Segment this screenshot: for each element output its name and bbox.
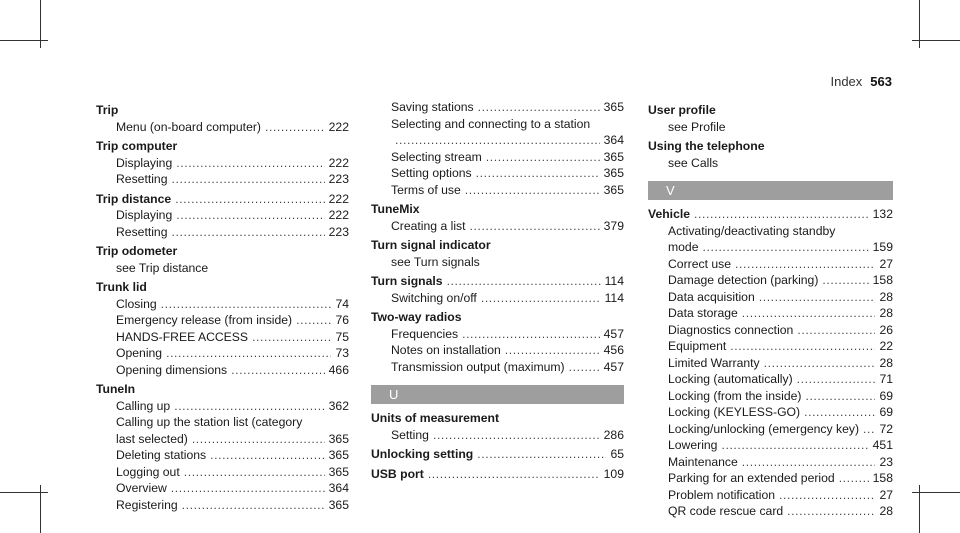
leader-dots <box>176 207 324 224</box>
entry-text: Using the telephone <box>648 139 765 153</box>
index-subentry <box>371 132 624 149</box>
entry-text: Displaying <box>116 155 173 170</box>
page-reference[interactable]: 222 <box>328 119 349 134</box>
index-entry <box>371 273 624 290</box>
leader-dots <box>735 256 875 273</box>
entry-text: Notes on installation <box>391 343 501 357</box>
page-reference[interactable]: 457 <box>603 359 624 374</box>
entry-text: Switching on/off <box>391 290 477 305</box>
leader-dots <box>166 345 331 362</box>
leader-dots <box>694 206 869 223</box>
entry-text: Trip computer <box>96 139 178 153</box>
crop-mark <box>912 492 960 493</box>
index-subentry <box>371 290 624 307</box>
leader-dots <box>172 171 325 188</box>
index-subentry <box>648 388 893 405</box>
index-subentry <box>648 470 893 487</box>
entry-text: Closing <box>116 296 157 311</box>
page-reference[interactable]: 114 <box>604 290 624 305</box>
page-reference[interactable]: 76 <box>335 313 349 327</box>
leader-dots <box>486 149 600 166</box>
index-subentry <box>96 464 349 481</box>
index-column-2 <box>371 99 624 482</box>
leader-dots <box>465 182 600 199</box>
entry-text: Activating/deactivating standby <box>668 223 836 238</box>
entry-text: Maintenance <box>668 454 738 469</box>
page-reference[interactable]: 71 <box>879 372 893 386</box>
page-reference[interactable]: 223 <box>328 172 349 186</box>
page-reference[interactable]: 159 <box>872 240 893 254</box>
entry-text: Creating a list <box>391 218 466 233</box>
entry-text: Lowering <box>668 438 718 452</box>
leader-dots <box>433 427 600 444</box>
leader-dots <box>822 272 868 289</box>
entry-text: see Trip distance <box>116 260 209 275</box>
entry-text: Data acquisition <box>668 289 755 304</box>
leader-dots <box>478 99 600 116</box>
entry-text: Resetting <box>116 172 168 186</box>
index-subentry <box>648 437 893 454</box>
index-column-3 <box>648 99 893 520</box>
crop-mark <box>0 492 48 493</box>
entry-text: see Profile <box>668 119 726 134</box>
index-entry <box>371 201 624 218</box>
entry-text: Trunk lid <box>96 280 147 294</box>
page-reference[interactable]: 379 <box>603 218 624 233</box>
leader-dots <box>447 273 601 290</box>
page-reference[interactable]: 365 <box>328 448 349 462</box>
leader-dots <box>171 480 325 497</box>
leader-dots <box>175 191 324 208</box>
leader-dots <box>721 437 868 454</box>
leader-dots <box>481 290 601 307</box>
page-reference[interactable]: 69 <box>879 405 893 419</box>
leader-dots <box>742 454 876 471</box>
index-subentry <box>371 342 624 359</box>
index-subentry <box>648 223 893 240</box>
page-reference[interactable]: 451 <box>872 438 893 452</box>
index-subentry <box>371 149 624 166</box>
page-reference[interactable]: 28 <box>879 289 893 304</box>
entry-text: Locking/unlocking (emergency key) <box>668 421 860 436</box>
index-entry <box>96 243 349 260</box>
page-reference[interactable]: 26 <box>879 322 893 337</box>
index-subentry <box>648 119 893 136</box>
entry-text: QR code rescue card <box>668 504 784 518</box>
index-subentry <box>96 480 349 497</box>
index-subentry <box>96 312 349 329</box>
leader-dots <box>176 155 324 172</box>
leader-dots <box>477 446 606 463</box>
index-subentry <box>371 218 624 235</box>
page-reference[interactable]: 364 <box>603 133 624 147</box>
page-reference[interactable]: 466 <box>328 362 349 377</box>
leader-dots <box>804 404 875 421</box>
leader-dots <box>210 447 325 464</box>
entry-text: User profile <box>648 103 716 117</box>
index-subentry <box>96 260 349 277</box>
index-subentry <box>96 431 349 448</box>
page-reference[interactable]: 22 <box>879 339 893 353</box>
entry-text: Frequencies <box>391 326 459 341</box>
page-reference[interactable]: 73 <box>335 346 349 360</box>
leader-dots <box>174 398 324 415</box>
index-subentry <box>371 182 624 199</box>
page-reference[interactable]: 286 <box>603 427 624 442</box>
page-reference[interactable]: 28 <box>879 306 893 320</box>
entry-text: mode <box>668 240 699 254</box>
entry-text: Setting <box>391 427 429 442</box>
index-subentry <box>648 239 893 256</box>
entry-text: Registering <box>116 497 178 512</box>
entry-text: Opening <box>116 346 163 360</box>
leader-dots <box>569 359 600 376</box>
leader-dots <box>172 224 325 241</box>
leader-dots <box>505 342 600 359</box>
index-subentry <box>96 447 349 464</box>
index-entry <box>96 279 349 296</box>
page-reference[interactable]: 222 <box>328 191 349 206</box>
page-reference[interactable]: 27 <box>879 487 893 502</box>
crop-mark <box>912 40 960 41</box>
entry-text: Trip odometer <box>96 244 178 258</box>
page-reference[interactable]: 27 <box>879 256 893 271</box>
entry-text: HANDS-FREE ACCESS <box>116 329 249 344</box>
index-subentry <box>96 398 349 415</box>
entry-text: Diagnostics connection <box>668 322 794 337</box>
index-entry <box>371 466 624 483</box>
entry-text: Trip distance <box>96 191 172 206</box>
index-subentry <box>648 404 893 421</box>
entry-text: Selecting and connecting to a station <box>391 116 591 131</box>
index-entry <box>371 309 624 326</box>
leader-dots <box>703 239 869 256</box>
index-subentry <box>96 497 349 514</box>
index-subentry <box>648 155 893 172</box>
page-reference[interactable]: 223 <box>328 224 349 239</box>
page-reference[interactable]: 365 <box>603 100 624 114</box>
entry-text: Problem notification <box>668 487 776 502</box>
entry-text: Selecting stream <box>391 149 482 164</box>
page-reference[interactable]: 158 <box>872 273 893 287</box>
page-reference[interactable]: 69 <box>879 388 893 403</box>
leader-dots <box>265 119 325 136</box>
page-reference[interactable]: 365 <box>328 497 349 512</box>
leader-dots <box>296 312 331 329</box>
page-reference[interactable]: 365 <box>328 431 349 446</box>
leader-dots <box>730 338 875 355</box>
index-letter-heading: V <box>648 181 893 200</box>
entry-text: Displaying <box>116 208 173 222</box>
entry-text: Units of measurement <box>371 411 499 425</box>
entry-text: Limited Warranty <box>668 355 760 370</box>
entry-text: Data storage <box>668 306 738 320</box>
leader-dots <box>192 431 325 448</box>
entry-text: Terms of use <box>391 182 461 197</box>
entry-text: Logging out <box>116 464 180 479</box>
page-reference[interactable]: 364 <box>328 481 349 495</box>
page-reference[interactable]: 109 <box>603 466 624 481</box>
index-entry <box>371 446 624 463</box>
leader-dots <box>395 132 600 149</box>
entry-text: Menu (on-board computer) <box>116 119 261 134</box>
page-reference[interactable]: 365 <box>603 182 624 197</box>
index-entry <box>96 191 349 208</box>
page-reference[interactable]: 362 <box>328 398 349 413</box>
entry-text: Transmission output (maximum) <box>391 359 565 374</box>
section-title: Index <box>830 74 863 89</box>
index-subentry <box>648 503 893 520</box>
crop-mark <box>0 40 48 41</box>
entry-text: Two-way radios <box>371 310 462 324</box>
page-reference[interactable]: 72 <box>879 421 893 436</box>
index-subentry <box>96 362 349 379</box>
index-subentry <box>648 322 893 339</box>
leader-dots <box>863 421 875 438</box>
index-subentry <box>371 427 624 444</box>
index-subentry <box>648 305 893 322</box>
entry-text: last selected) <box>116 431 188 446</box>
index-subentry <box>96 224 349 241</box>
index-subentry <box>371 116 624 133</box>
leader-dots <box>182 497 325 514</box>
entry-text: see Turn signals <box>391 254 480 269</box>
leader-dots <box>470 218 600 235</box>
leader-dots <box>428 466 600 483</box>
entry-text: USB port <box>371 466 424 481</box>
index-subentry <box>96 171 349 188</box>
leader-dots <box>797 322 875 339</box>
index-subentry <box>371 165 624 182</box>
entry-text: Locking (KEYLESS-GO) <box>668 405 801 419</box>
leader-dots <box>462 326 600 343</box>
entry-text: Calling up <box>116 398 171 413</box>
page-reference[interactable]: 65 <box>610 447 624 461</box>
page-reference[interactable]: 28 <box>879 504 893 518</box>
entry-text: Opening dimensions <box>116 362 228 377</box>
entry-text: Setting options <box>391 166 472 180</box>
leader-dots <box>476 165 600 182</box>
entry-text: Calling up the station list (category <box>116 415 303 429</box>
index-subentry <box>648 338 893 355</box>
entry-text: Saving stations <box>391 100 474 114</box>
page-reference[interactable]: 365 <box>603 149 624 164</box>
leader-dots <box>184 464 325 481</box>
index-entry <box>648 206 893 223</box>
entry-text: Unlocking setting <box>371 447 474 461</box>
index-subentry <box>96 345 349 362</box>
index-subentry <box>96 207 349 224</box>
index-subentry <box>648 454 893 471</box>
index-entry <box>648 102 893 119</box>
entry-text: Turn signal indicator <box>371 238 491 252</box>
entry-text: Equipment <box>668 339 727 353</box>
index-entry <box>96 381 349 398</box>
index-subentry <box>371 359 624 376</box>
page-reference[interactable]: 222 <box>328 155 349 170</box>
index-subentry <box>648 421 893 438</box>
index-subentry <box>96 329 349 346</box>
index-subentry <box>371 326 624 343</box>
index-subentry <box>96 414 349 431</box>
page-reference[interactable]: 222 <box>328 208 349 222</box>
page-header <box>830 74 892 89</box>
entry-text: Locking (from the inside) <box>668 388 802 403</box>
page-reference[interactable]: 75 <box>335 329 349 344</box>
entry-text: Overview <box>116 481 167 495</box>
page-reference[interactable]: 457 <box>603 326 624 341</box>
index-letter-heading: U <box>371 385 624 404</box>
page-reference[interactable]: 23 <box>879 454 893 469</box>
page-reference[interactable]: 28 <box>879 355 893 370</box>
leader-dots <box>779 487 875 504</box>
leader-dots <box>839 470 869 487</box>
index-subentry <box>371 254 624 271</box>
entry-text: Resetting <box>116 224 168 239</box>
index-entry <box>371 410 624 427</box>
entry-text: Emergency release (from inside) <box>116 313 293 327</box>
leader-dots <box>161 296 332 313</box>
index-column-1 <box>96 99 349 513</box>
leader-dots <box>759 289 876 306</box>
entry-text: TuneMix <box>371 202 420 216</box>
index-subentry <box>371 99 624 116</box>
entry-text: Turn signals <box>371 274 443 288</box>
page-reference[interactable]: 132 <box>872 207 893 221</box>
leader-dots <box>764 355 876 372</box>
leader-dots <box>805 388 875 405</box>
page-reference[interactable]: 158 <box>872 471 893 485</box>
page-reference[interactable]: 74 <box>335 296 349 311</box>
entry-text: Deleting stations <box>116 448 207 462</box>
index-subentry <box>648 487 893 504</box>
index-subentry <box>648 371 893 388</box>
index-subentry <box>96 119 349 136</box>
page-reference[interactable]: 365 <box>603 166 624 180</box>
entry-text: Correct use <box>668 256 731 271</box>
leader-dots <box>231 362 325 379</box>
index-subentry <box>648 256 893 273</box>
leader-dots <box>252 329 331 346</box>
entry-text: Parking for an extended period <box>668 471 835 485</box>
index-subentry <box>648 272 893 289</box>
entry-text: Vehicle <box>648 207 691 221</box>
page-number: 563 <box>870 74 892 89</box>
index-entry <box>648 138 893 155</box>
leader-dots <box>787 503 875 520</box>
index-subentry <box>96 155 349 172</box>
entry-text: see Calls <box>668 155 719 170</box>
index-entry <box>96 102 349 119</box>
index-entry <box>371 237 624 254</box>
index-subentry <box>96 296 349 313</box>
index-subentry <box>648 355 893 372</box>
index-subentry <box>648 289 893 306</box>
page-reference[interactable]: 365 <box>328 464 349 479</box>
page-reference[interactable]: 456 <box>603 343 624 357</box>
entry-text: TuneIn <box>96 382 136 396</box>
leader-dots <box>742 305 876 322</box>
index-entry <box>96 138 349 155</box>
entry-text: Damage detection (parking) <box>668 273 819 287</box>
page-reference[interactable]: 114 <box>604 274 624 288</box>
entry-text: Trip <box>96 103 119 117</box>
leader-dots <box>797 371 876 388</box>
entry-text: Locking (automatically) <box>668 372 793 386</box>
